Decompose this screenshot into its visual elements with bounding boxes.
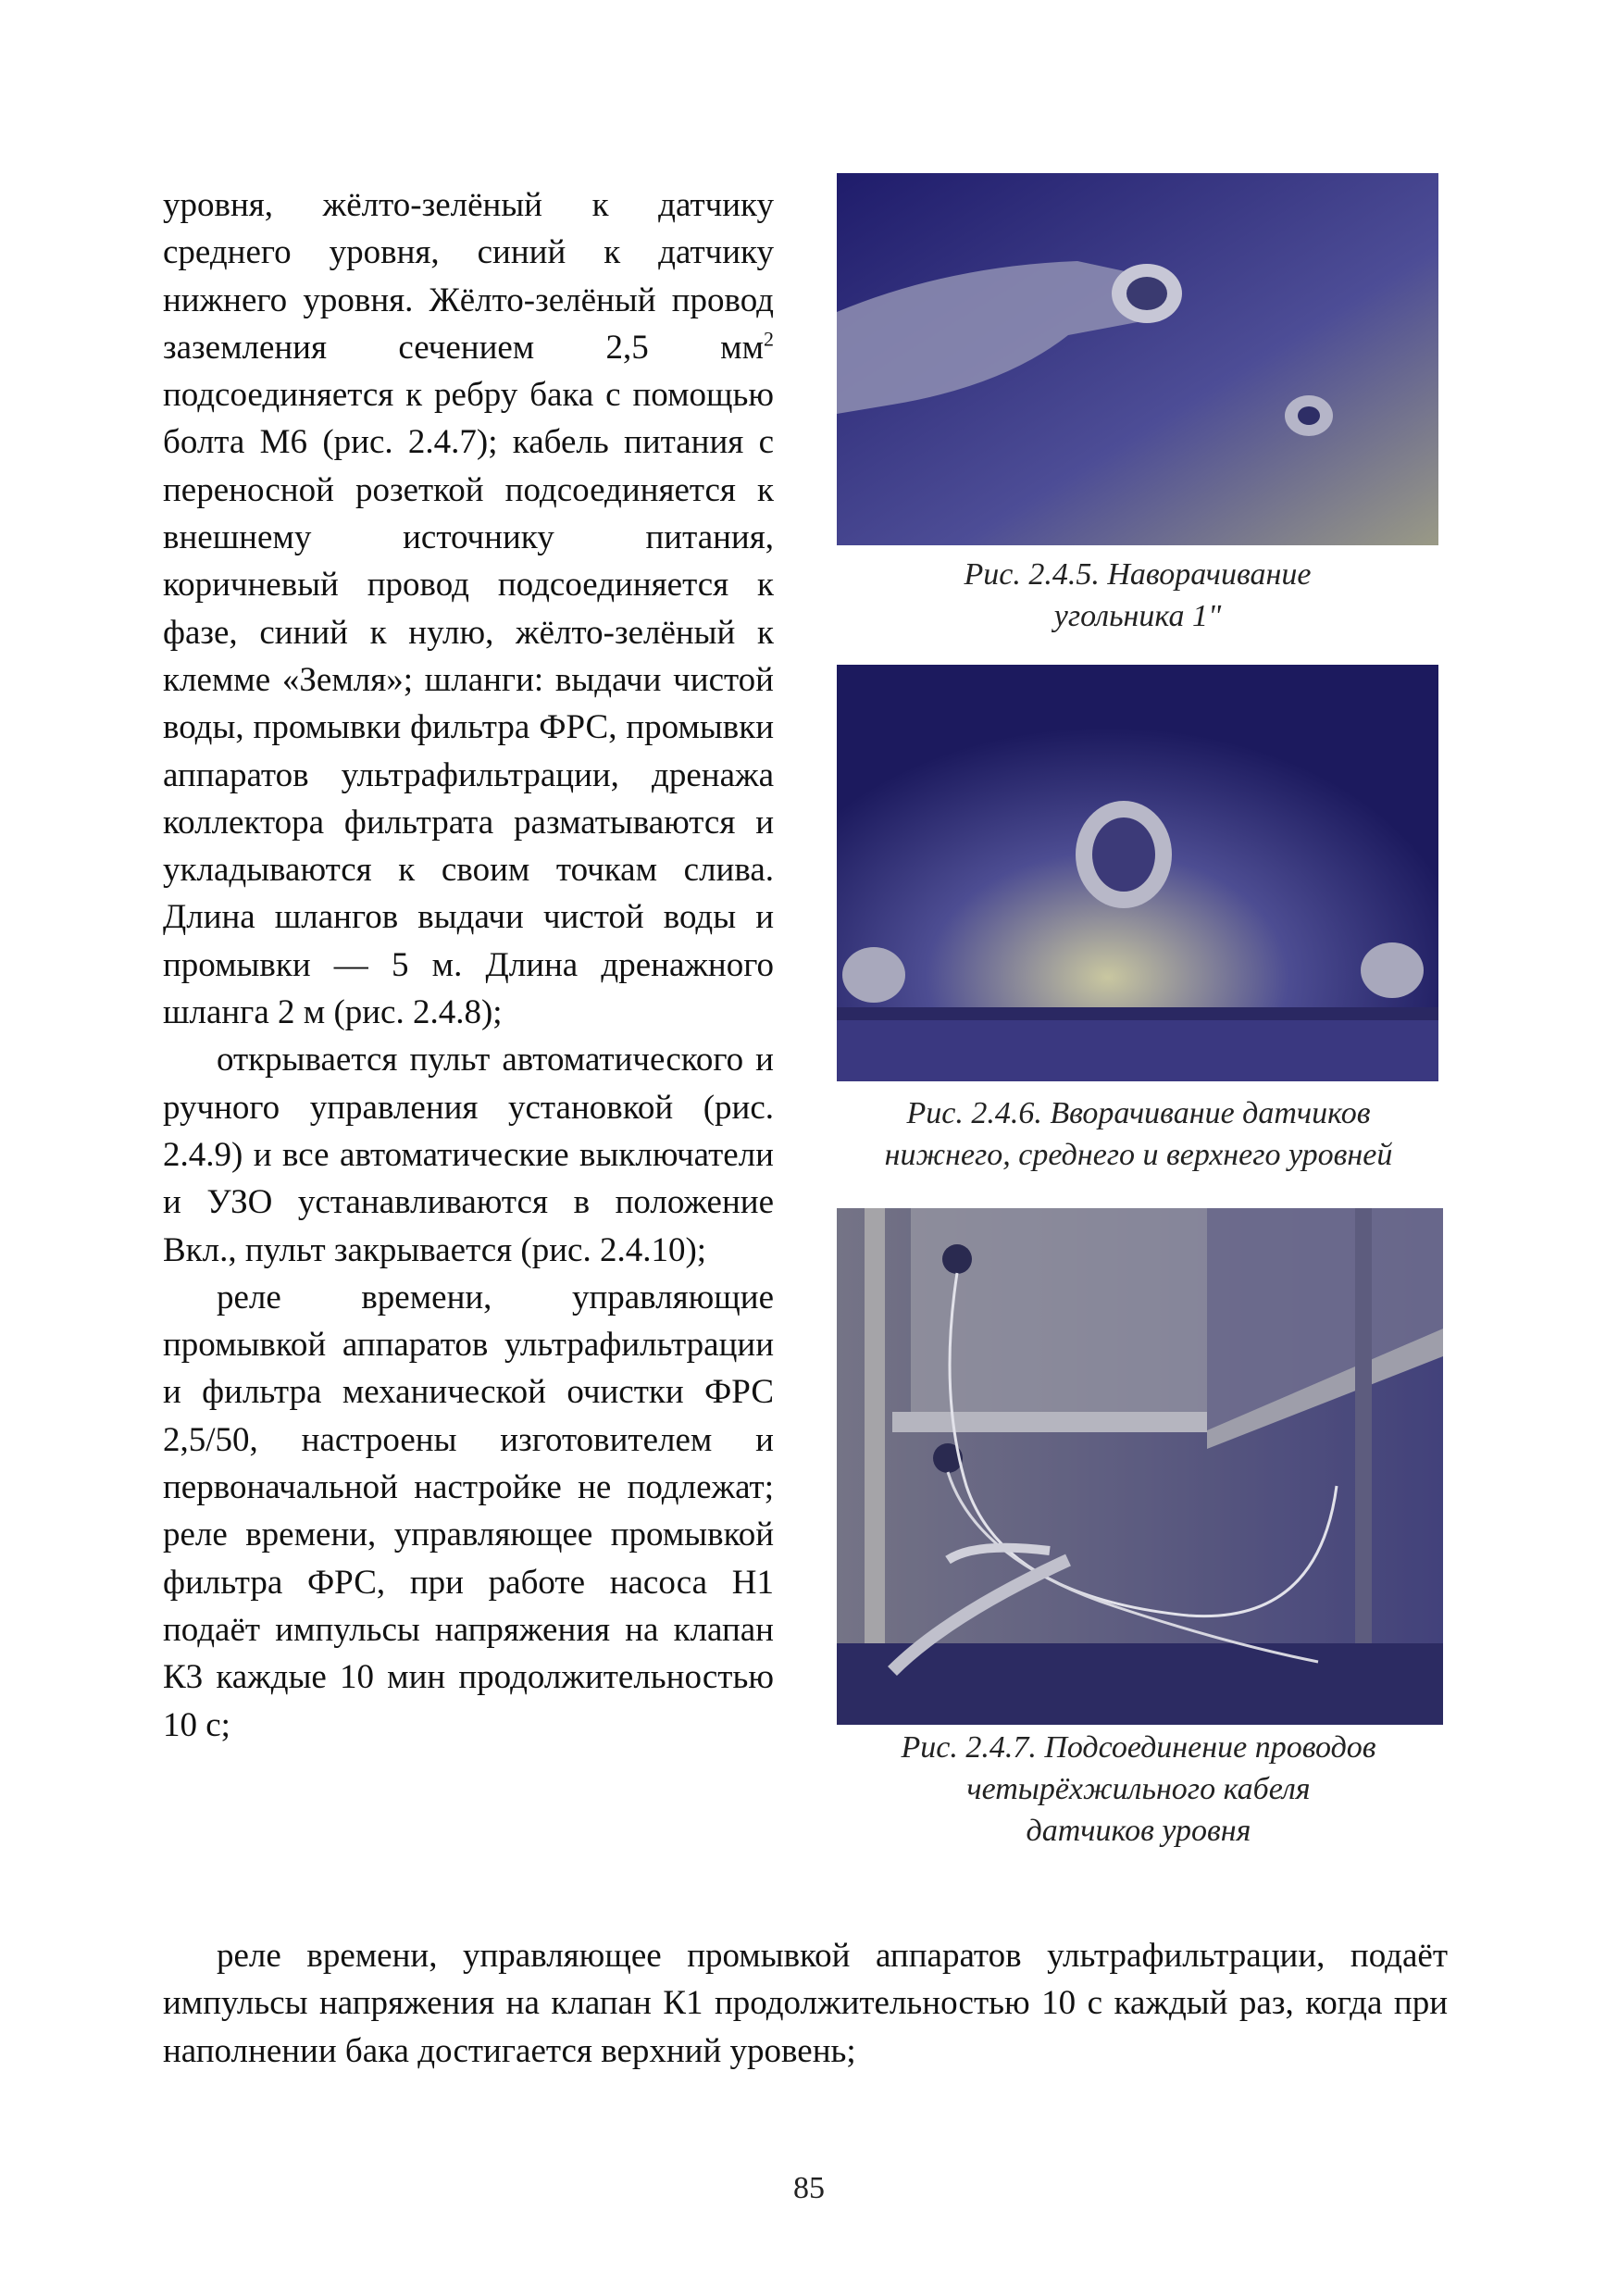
tank-cables-photo-illustration: [837, 1208, 1443, 1725]
caption-fig-2-4-5: Рис. 2.4.5. Наворачивание угольника 1": [964, 557, 1312, 633]
full-width-text: [163, 1932, 1448, 2075]
page-number: 85: [793, 2171, 825, 2205]
caption-fig-2-4-7: Рис. 2.4.7. Подсоединение проводов четырёхжильного кабеля датчиков уровня: [901, 1730, 1376, 1848]
paragraph-wiring: уровня, жёлто-зелёный к датчику среднего уровня, синий к датчику нижнего уровня. Жёлто-зелёный провод заземления сечением 2,5 $мм^2$ подсоединяется к ребру бака с помощью болта М6 (рис. 2.4.7); кабель питания с переносной розеткой подсоединяется к внешнему источнику питания, коричневый провод подсоединяется к фазе, синий к нулю, жёлто-зелёный к клемме «Земля»; шланги: выдачи чистой воды, промывки фильтра ФРС, промывки аппаратов ультрафильтрации, дренажа коллектора фильтрата разматываются и укладываются к своим точкам слива. Длина шлангов выдачи чистой воды и промывки — 5 м. Длина дренажного шланга 2 м (рис. 2.4.8);: [163, 186, 774, 1032]
photo-fig-2-4-6: [837, 665, 1438, 1081]
paragraph-uf-relay: реле времени, управляющее промывкой аппаратов ультрафильтрации, подаёт импульсы напряжения на клапан К1 продолжительностью 10 с каждый раз, когда при наполнении бака достигается верхний уровень;: [163, 1937, 1448, 2070]
sensors-photo-illustration: [837, 665, 1438, 1081]
left-text-column: [163, 181, 774, 1749]
photo-fig-2-4-5: [837, 173, 1438, 545]
fitting-photo-illustration: [837, 173, 1438, 545]
superscript: 2: [764, 327, 774, 351]
paragraph-timer-relays: реле времени, управляющие промывкой аппаратов ультрафильтрации и фильтра механической очистки ФРС 2,5/50, настроены изготовителем и первоначальной настройке не подлежат; реле времени, управляющее промывкой фильтра ФРС, при работе насоса Н1 подаёт импульсы напряжения на клапан К3 каждые 10 мин продолжительностью 10 с;: [163, 1278, 774, 1744]
caption-fig-2-4-6: Рис. 2.4.6. Вворачивание датчиков нижнего, среднего и верхнего уровней: [884, 1096, 1393, 1172]
photo-fig-2-4-7: [837, 1208, 1443, 1725]
paragraph-control-panel: открывается пульт автоматического и ручного управления установкой (рис. 2.4.9) и все автоматические выключатели и УЗО устанавливаются в положение Вкл., пульт закрывается (рис. 2.4.10);: [163, 1041, 774, 1269]
